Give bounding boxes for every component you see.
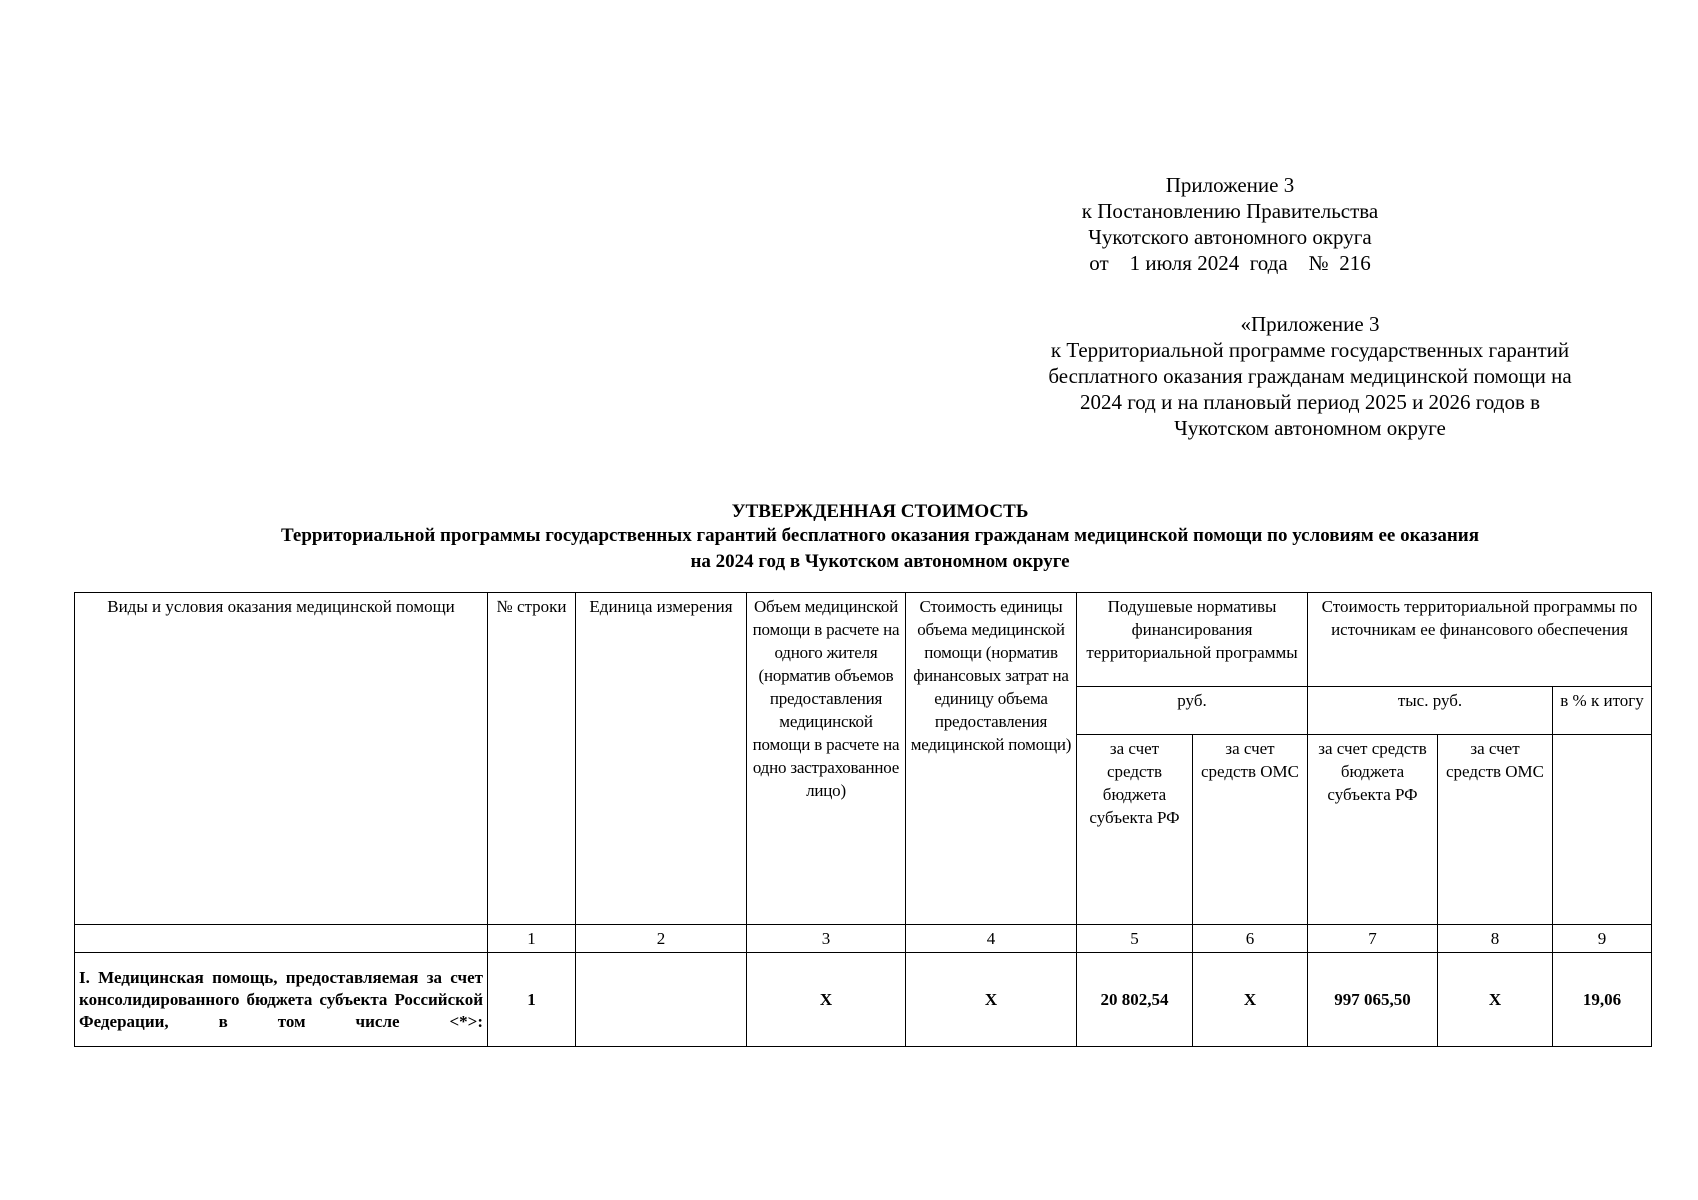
header-row-no: № строки xyxy=(488,593,576,925)
cost-table xyxy=(74,592,1652,1047)
col-number xyxy=(75,925,488,953)
col-number: 9 xyxy=(1553,925,1652,953)
header-oms: за счет средств ОМС xyxy=(1438,735,1553,925)
annex-line: к Территориальной программе государственных гарантий xyxy=(1050,338,1570,362)
column-numbers-row xyxy=(75,925,1652,953)
row-cell: X xyxy=(1438,953,1553,1047)
row-cell: X xyxy=(906,953,1077,1047)
header-kinds: Виды и условия оказания медицинской помощи xyxy=(75,593,488,925)
annex-line: Приложение 3 xyxy=(1165,173,1295,197)
row-label: I. Медицинская помощь, предоставляемая за счет консолидированного бюджета субъекта Российской Федерации, в том числе <*>: xyxy=(75,953,488,1047)
col-number: 3 xyxy=(747,925,906,953)
col-number: 6 xyxy=(1193,925,1308,953)
annex-line: от 1 июля 2024 года № 216 xyxy=(1089,251,1371,275)
row-cell: 997 065,50 xyxy=(1308,953,1438,1047)
table-row xyxy=(75,953,1652,1047)
row-cell: 1 xyxy=(488,953,576,1047)
annex-line: «Приложение 3 xyxy=(1240,312,1380,336)
document-subtitle: Территориальной программы государственных гарантий бесплатного оказания гражданам медицинской помощи по условиям ее оказания xyxy=(280,525,1480,546)
header-oms: за счет средств ОМС xyxy=(1193,735,1308,925)
header-volume: Объем медицинской помощи в расчете на одного жителя (норматив объемов предоставления медицинской помощи в расчете на одно застрахованное лицо) xyxy=(747,593,906,925)
row-cell: 20 802,54 xyxy=(1077,953,1193,1047)
annex-original-header xyxy=(990,311,1630,441)
col-number: 7 xyxy=(1308,925,1438,953)
row-cell: 19,06 xyxy=(1553,953,1652,1047)
header-program-cost: Стоимость территориальной программы по источникам ее финансового обеспечения xyxy=(1308,593,1652,687)
col-number: 8 xyxy=(1438,925,1553,953)
annex-line: 2024 год и на плановый период 2025 и 2026 годов в xyxy=(1079,390,1541,414)
header-per-capita: Подушевые нормативы финансирования территориальной программы xyxy=(1077,593,1308,687)
header-budget-rf: за счет средств бюджета субъекта РФ xyxy=(1308,735,1438,925)
header-budget-rf: за счет средств бюджета субъекта РФ xyxy=(1077,735,1193,925)
annex-current-header xyxy=(1060,172,1400,276)
annex-line: Чукотском автономном округе xyxy=(1174,416,1446,440)
row-cell: X xyxy=(1193,953,1308,1047)
header-rub: руб. xyxy=(1077,687,1308,735)
annex-line: Чукотского автономного округа xyxy=(1088,225,1372,249)
document-title: УТВЕРЖДЕННАЯ СТОИМОСТЬ xyxy=(731,501,1029,522)
document-subtitle-2: на 2024 год в Чукотском автономном округе xyxy=(690,551,1070,572)
col-number: 4 xyxy=(906,925,1077,953)
col-number: 2 xyxy=(576,925,747,953)
row-cell xyxy=(576,953,747,1047)
annex-line: бесплатного оказания гражданам медицинской помощи на xyxy=(1048,364,1572,388)
header-unit-cost: Стоимость единицы объема медицинской помощи (норматив финансовых затрат на единицу объема предоставления медицинской помощи) xyxy=(906,593,1077,925)
header-pct-total: в % к итогу xyxy=(1553,687,1652,735)
row-cell: X xyxy=(747,953,906,1047)
header-unit: Единица измерения xyxy=(576,593,747,925)
col-number: 5 xyxy=(1077,925,1193,953)
annex-line: к Постановлению Правительства xyxy=(1081,199,1379,223)
header-thous-rub: тыс. руб. xyxy=(1308,687,1553,735)
col-number: 1 xyxy=(488,925,576,953)
header-empty xyxy=(1553,735,1652,925)
